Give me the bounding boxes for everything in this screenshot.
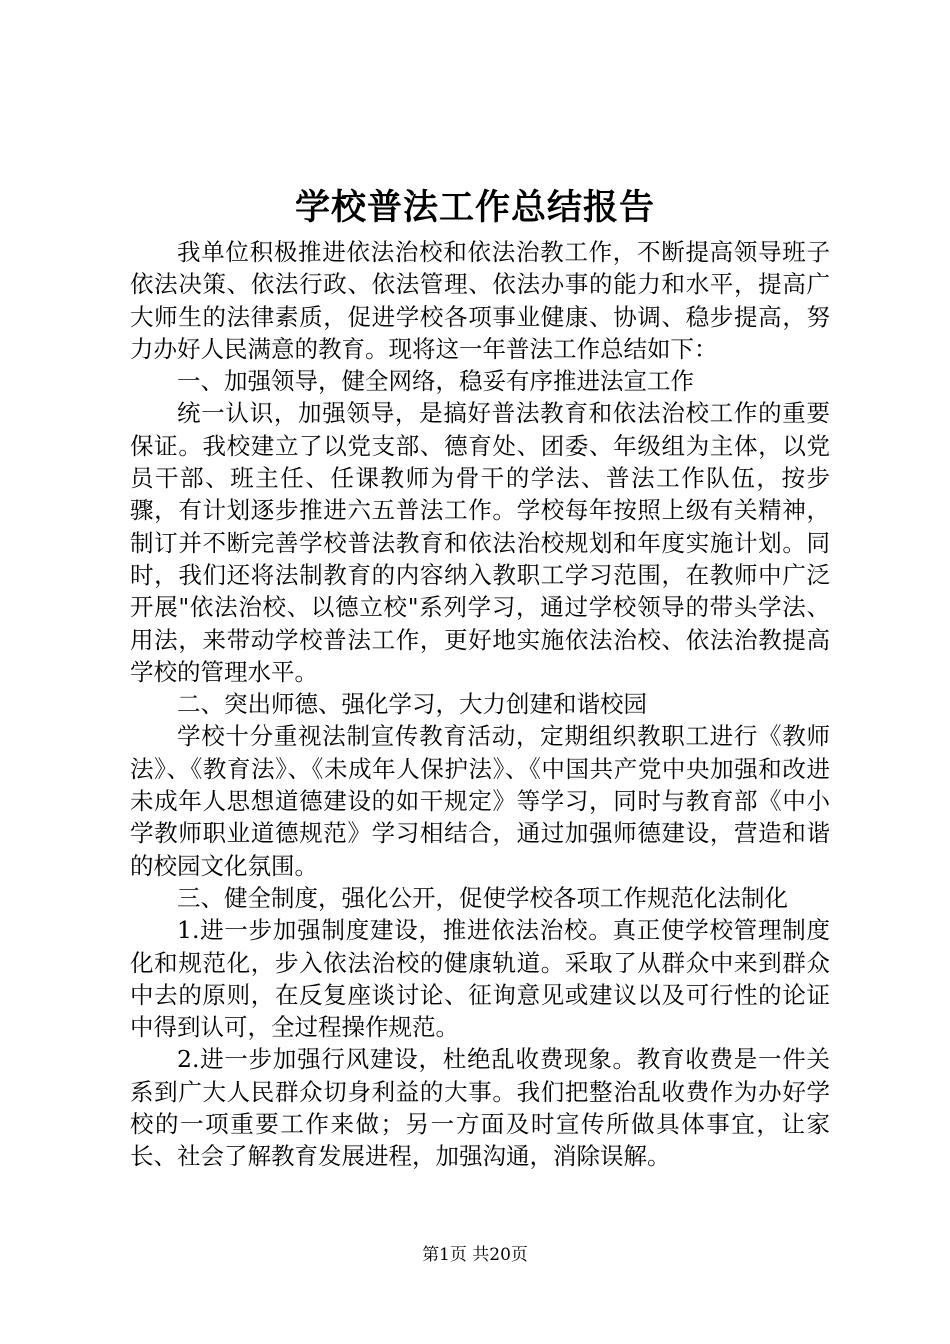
paragraph-item-2: 2.进一步加强行风建设，杜绝乱收费现象。教育收费是一件关系到广大人民群众切身利益的大事。我们把整治乱收费作为办好学校的一项重要工作来做；另一方面及时宣传所做具体事宜，让家长、社会了解教育发展进程，加强沟通，消除误解。 <box>130 1045 830 1171</box>
document-body <box>130 236 830 1173</box>
paragraph-intro: 我单位积极推进依法治校和依法治教工作，不断提高领导班子依法决策、依法行政、依法管理、依法办事的能力和水平，提高广大师生的法律素质，促进学校各项事业健康、协调、稳步提高，努力办好人民满意的教育。现将这一年普法工作总结如下： <box>130 238 830 363</box>
section-heading-3: 三、健全制度，强化公开，促使学校各项工作规范化法制化 <box>177 883 788 912</box>
page-number-footer: 第1页 共20页 <box>422 1245 528 1265</box>
paragraph-item-1: 1.进一步加强制度建设，推进依法治校。真正使学校管理制度化和规范化，步入依法治校的健康轨道。采取了从群众中来到群众中去的原则，在反复座谈讨论、征询意见或建议以及可行性的论证中得到认可，全过程操作规范。 <box>130 916 830 1042</box>
section-heading-1: 一、加强领导，健全网络，稳妥有序推进法宣工作 <box>177 367 694 396</box>
section-heading-2: 二、突出师德、强化学习，大力创建和谐校园 <box>177 690 647 719</box>
paragraph-section-2: 学校十分重视法制宣传教育活动，定期组织教职工进行《教师法》、《教育法》、《未成年人保护法》、《中国共产党中央加强和改进未成年人思想道德建设的如干规定》等学习，同时与教育部《中小学教师职业道德规范》学习相结合，通过加强师德建设，营造和谐的校园文化氛围。 <box>130 722 830 880</box>
document-title: 学校普法工作总结报告 <box>294 187 655 228</box>
paragraph-section-1: 统一认识，加强领导，是搞好普法教育和依法治校工作的重要保证。我校建立了以党支部、德育处、团委、年级组为主体，以党员干部、班主任、任课教师为骨干的学法、普法工作队伍，按步骤，有计划逐步推进六五普法工作。学校每年按照上级有关精神，制订并不断完善学校普法教育和依法治校规划和年度实施计划。同时，我们还将法制教育的内容纳入教职工学习范围，在教师中广泛开展"依法治校、以德立校"系列学习，通过学校领导的带头学法、用法，来带动学校普法工作，更好地实施依法治校、依法治教提高学校的管理水平。 <box>130 399 830 686</box>
